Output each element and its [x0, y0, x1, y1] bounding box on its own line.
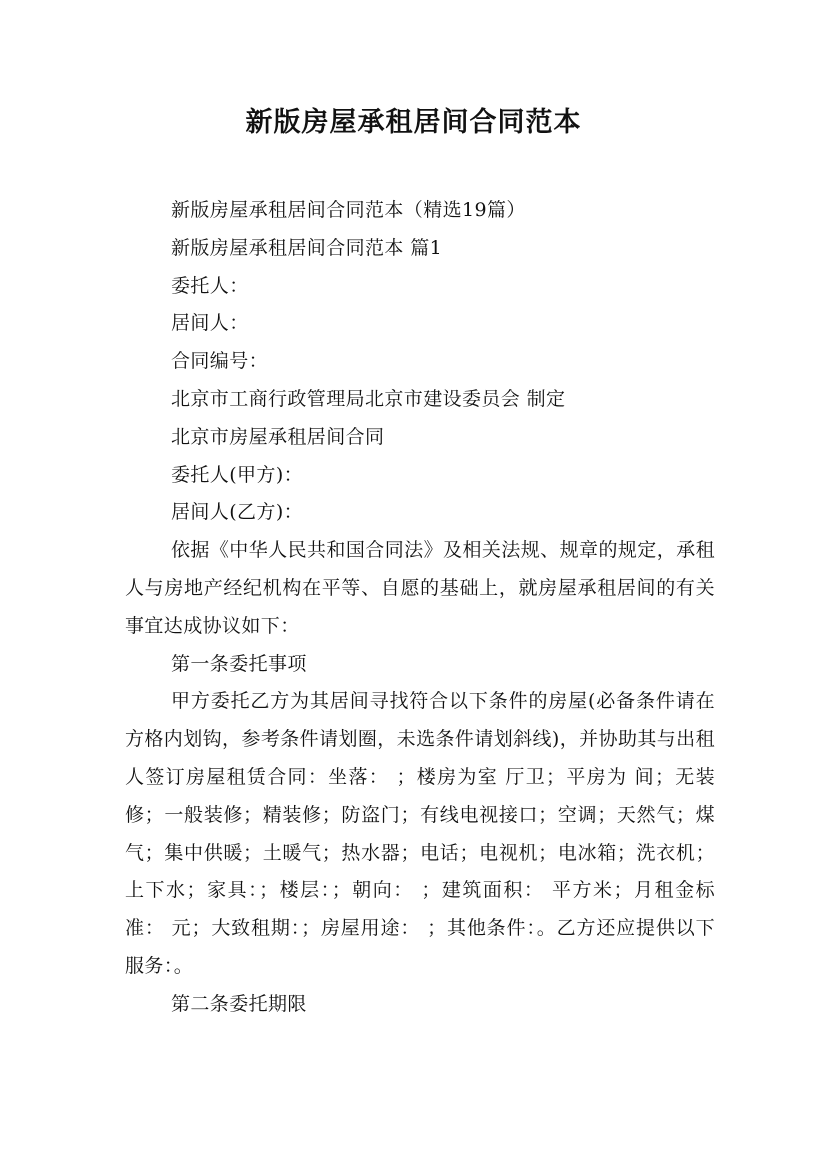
paragraph-article-2-heading: 第二条委托期限 [171, 992, 307, 1015]
document-body [125, 192, 715, 1024]
paragraph-party-b: 居间人(乙方)： [171, 501, 304, 524]
paragraph-article-1-body: 甲方委托乙方为其居间寻找符合以下条件的房屋(必备条件请在方格内划钩，参考条件请划圈，未选条件请划斜线)，并协助其与出租人签订房屋租赁合同：坐落： ；楼房为室 厅卫；平房为 间；无装修；一般装修；精装修；防盗门；有线电视接口；空调；天然气；煤气；集中供暖；土暖气；热水器；电话；电视机；电冰箱；洗衣机；上下水；家具：；楼层：；朝向： ；建筑面积： 平方米；月租金标准： 元；大致租期：；房屋用途： ；其他条件：。乙方还应提供以下服务：。 [125, 690, 715, 977]
paragraph-contract-number: 合同编号： [171, 350, 269, 373]
paragraph-issuer: 北京市工商行政管理局北京市建设委员会 制定 [171, 387, 566, 410]
paragraph-subtitle: 新版房屋承租居间合同范本（精选19篇） [171, 199, 526, 221]
paragraph-article-1-heading: 第一条委托事项 [171, 652, 307, 675]
document-title: 新版房屋承租居间合同范本 [245, 107, 582, 138]
paragraph-contract-name: 北京市房屋承租居间合同 [171, 425, 385, 448]
paragraph-intermediary: 居间人： [171, 312, 249, 335]
paragraph-section-heading: 新版房屋承租居间合同范本 篇1 [171, 236, 443, 259]
paragraph-party-a: 委托人(甲方)： [171, 463, 304, 486]
paragraph-principal: 委托人： [171, 274, 249, 297]
paragraph-preamble: 依据《中华人民共和国合同法》及相关法规、规章的规定，承租人与房地产经纪机构在平等、自愿的基础上，就房屋承租居间的有关事宜达成协议如下： [125, 539, 715, 637]
